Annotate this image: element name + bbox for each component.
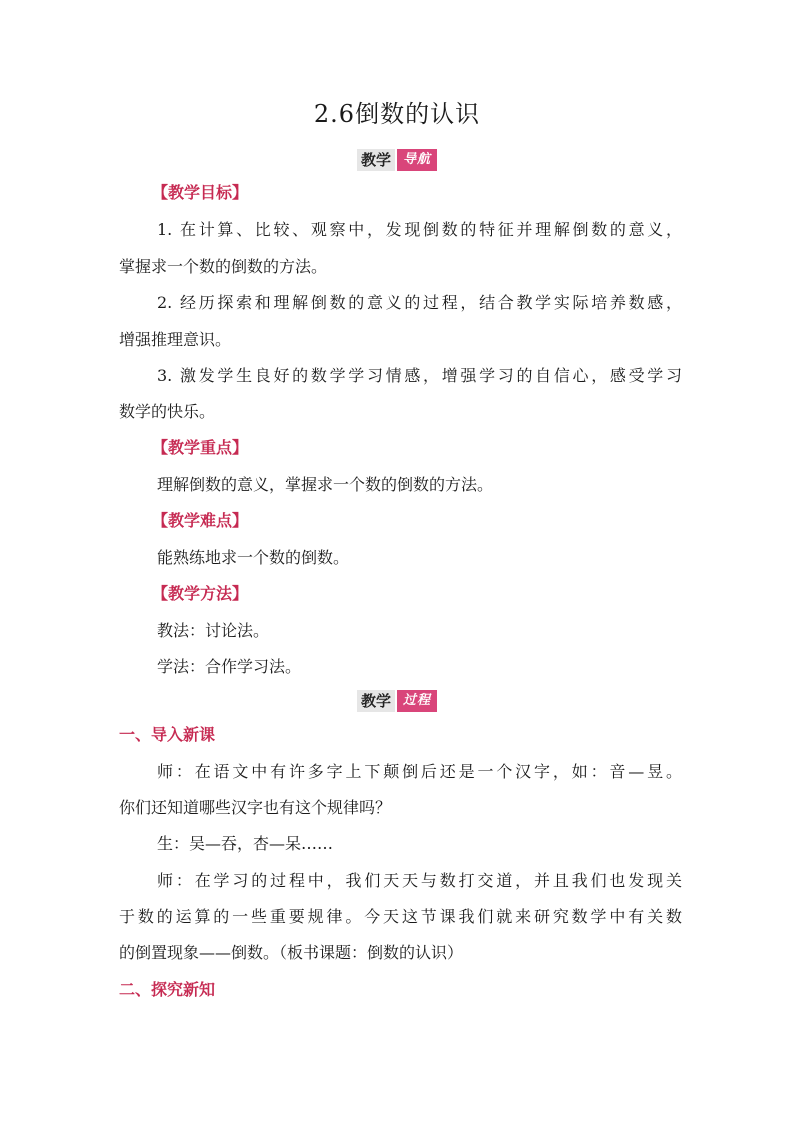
p1-line1: 师：在语文中有许多字上下颠倒后还是一个汉字，如：音—昱。 [157, 762, 682, 781]
banner-process-right: 过程 [397, 690, 437, 712]
goal2-line1: 2. 经历探索和理解倒数的意义的过程，结合教学实际培养数感， [157, 293, 682, 312]
goal3-line1: 3. 激发学生良好的数学学习情感，增强学习的自信心，感受学习 [157, 366, 682, 385]
part1-heading: 一、导入新课 [119, 725, 216, 744]
methods-heading: 【教学方法】 [152, 584, 249, 603]
teaching-method-text: 教法：讨论法。 [157, 621, 270, 640]
p3-line2: 于数的运算的一些重要规律。今天这节课我们就来研究数学中有关数 [119, 907, 682, 926]
goal1-line2: 掌握求一个数的倒数的方法。 [119, 257, 328, 276]
p2-line1: 生：吴—吞，杏—呆…… [157, 834, 334, 853]
banner-nav-left: 教学 [357, 149, 395, 171]
difficulties-text: 能熟练地求一个数的倒数。 [157, 548, 350, 567]
teaching-process-banner [0, 690, 794, 712]
key-points-heading: 【教学重点】 [152, 438, 249, 457]
banner-process-left: 教学 [357, 690, 395, 712]
goals-heading: 【教学目标】 [152, 183, 249, 202]
key-points-text: 理解倒数的意义，掌握求一个数的倒数的方法。 [157, 475, 494, 494]
p3-line3: 的倒置现象——倒数。（板书课题：倒数的认识） [119, 943, 464, 962]
banner-nav-right: 导航 [397, 149, 437, 171]
p1-line2: 你们还知道哪些汉字也有这个规律吗？ [119, 798, 392, 817]
difficulties-heading: 【教学难点】 [152, 511, 249, 530]
goal2-line2: 增强推理意识。 [119, 330, 232, 349]
p3-line1: 师：在学习的过程中，我们天天与数打交道，并且我们也发现关 [157, 871, 682, 890]
goal3-line2: 数学的快乐。 [119, 402, 216, 421]
learning-method-text: 学法：合作学习法。 [157, 657, 302, 676]
part2-heading: 二、探究新知 [119, 980, 216, 999]
page-title: 2.6倒数的认识 [313, 100, 481, 128]
goal1-line1: 1. 在计算、比较、观察中，发现倒数的特征并理解倒数的意义， [157, 220, 682, 239]
teaching-nav-banner [0, 149, 794, 171]
